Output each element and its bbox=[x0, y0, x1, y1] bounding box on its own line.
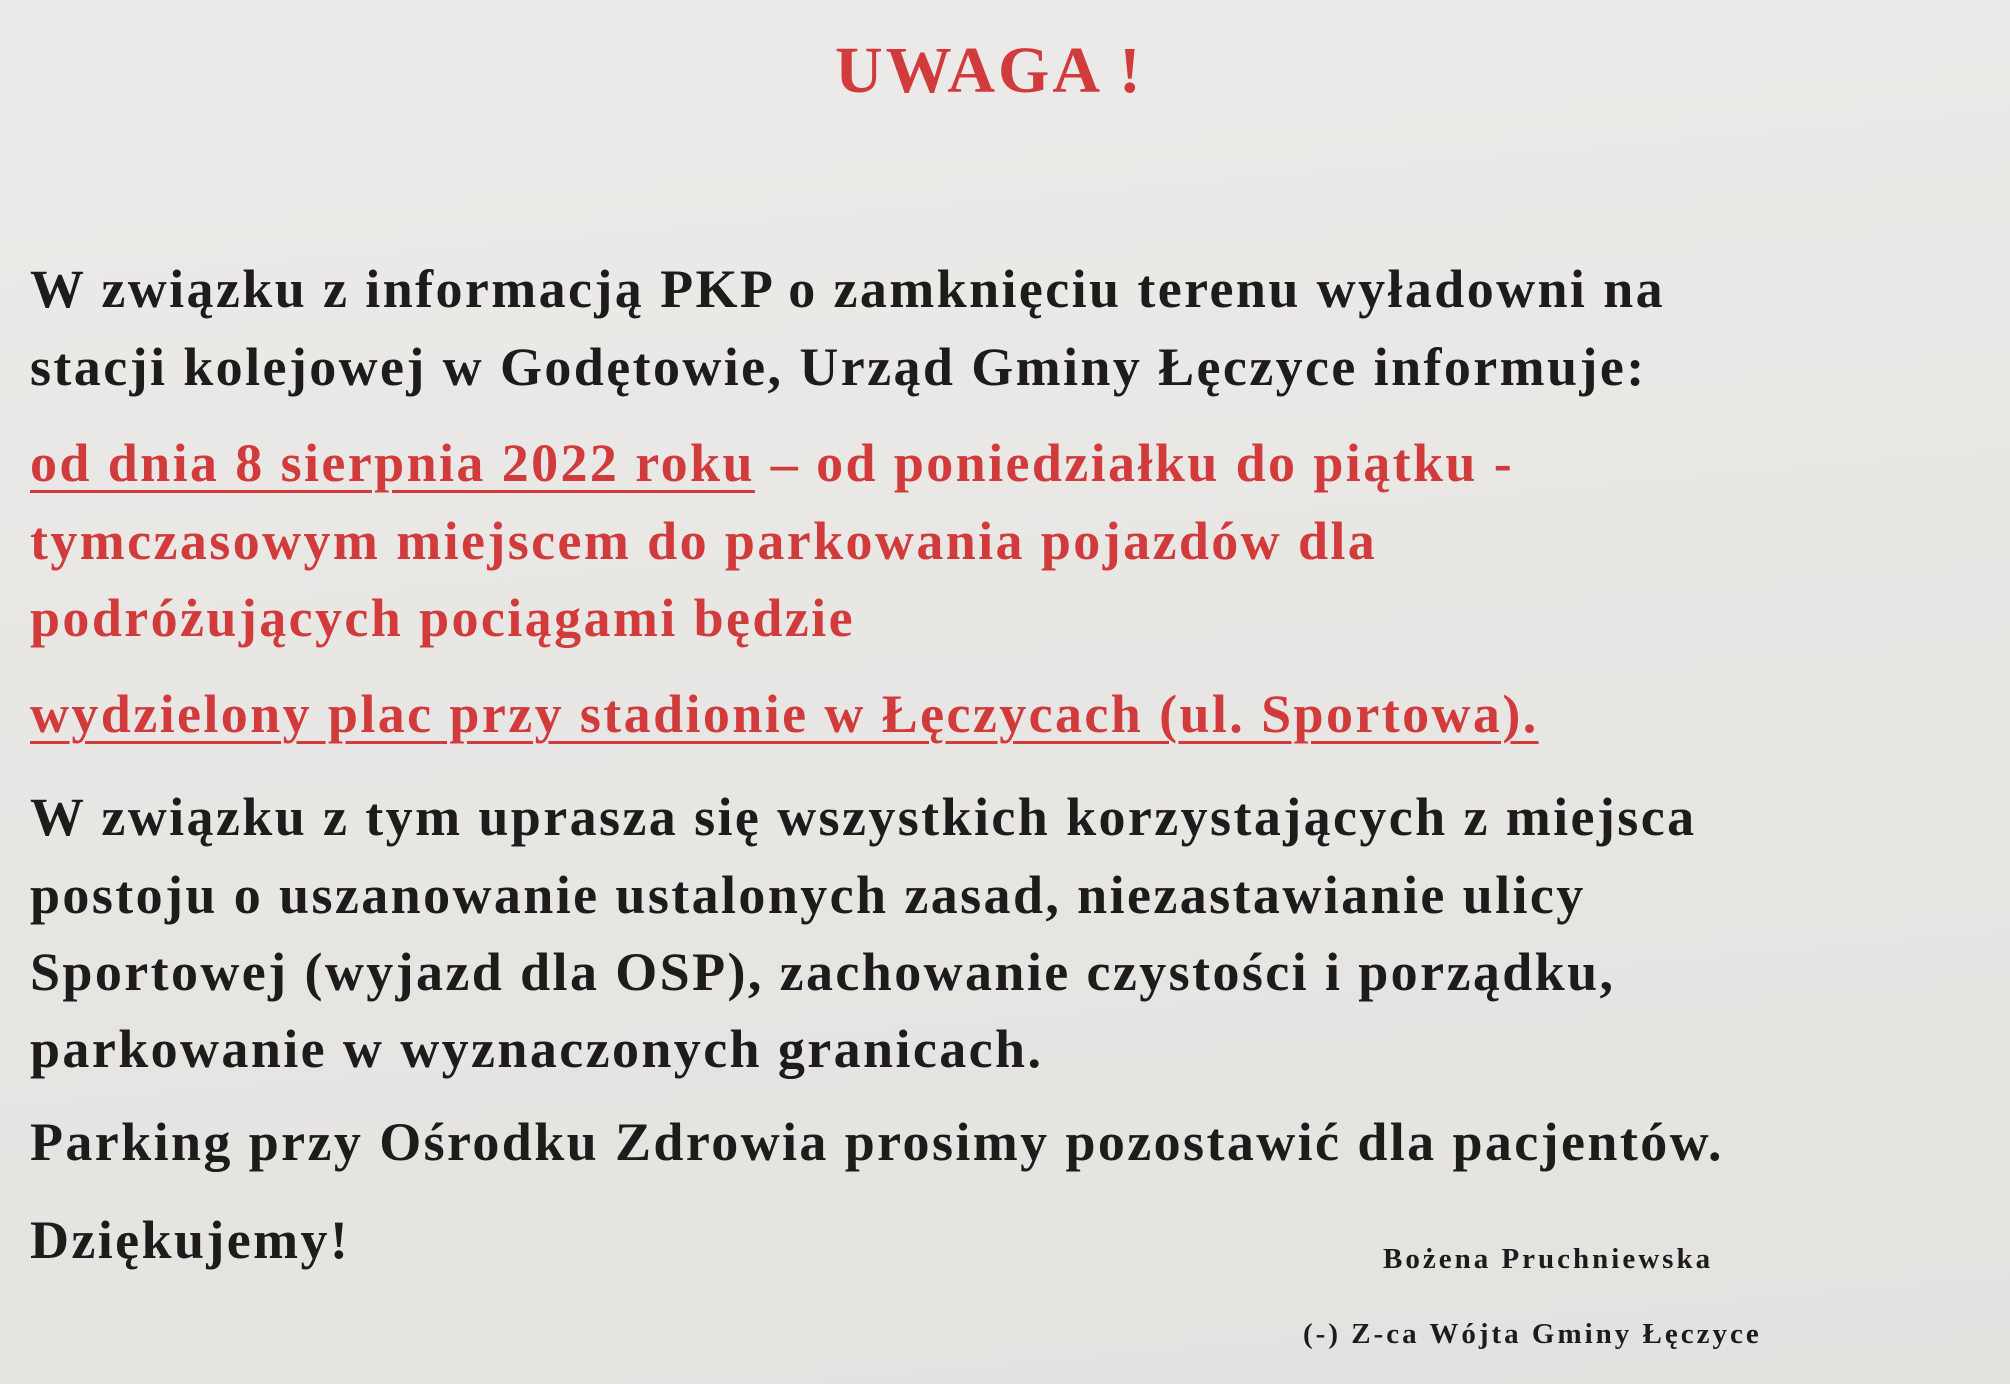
notice-title: UWAGA ! bbox=[835, 34, 1144, 107]
signature-role: (-) Z-ca Wójta Gminy Łęczyce bbox=[1303, 1318, 1762, 1350]
request-line-1: W związku z tym uprasza się wszystkich korzystających z miejsca bbox=[30, 787, 1697, 847]
highlight-line-1 bbox=[30, 433, 1515, 493]
highlight-line-2: tymczasowym miejscem do parkowania pojazdów dla bbox=[30, 511, 1378, 571]
intro-line-1: W związku z informacją PKP o zamknięciu terenu wyładowni na bbox=[30, 259, 1666, 319]
request-line-2: postoju o uszanowanie ustalonych zasad, niezastawianie ulicy bbox=[30, 865, 1586, 925]
highlight-line-3: podróżujących pociągami będzie bbox=[30, 588, 855, 648]
highlight-date: od dnia 8 sierpnia 2022 roku bbox=[30, 433, 755, 493]
parking-note: Parking przy Ośrodku Zdrowia prosimy pozostawić dla pacjentów. bbox=[30, 1112, 1724, 1172]
intro-line-2: stacji kolejowej w Godętowie, Urząd Gminy Łęczyce informuje: bbox=[30, 337, 1647, 397]
highlight-weekdays: – od poniedziałku do piątku - bbox=[754, 433, 1515, 493]
signature-name: Bożena Pruchniewska bbox=[1383, 1243, 1714, 1275]
request-line-4: parkowanie w wyznaczonych granicach. bbox=[30, 1019, 1044, 1079]
thanks-text: Dziękujemy! bbox=[30, 1210, 351, 1270]
highlight-place-text: wydzielony plac przy stadionie w Łęczycach (ul. Sportowa). bbox=[30, 684, 1539, 744]
request-line-3: Sportowej (wyjazd dla OSP), zachowanie czystości i porządku, bbox=[30, 942, 1616, 1002]
highlight-place bbox=[30, 684, 1539, 744]
